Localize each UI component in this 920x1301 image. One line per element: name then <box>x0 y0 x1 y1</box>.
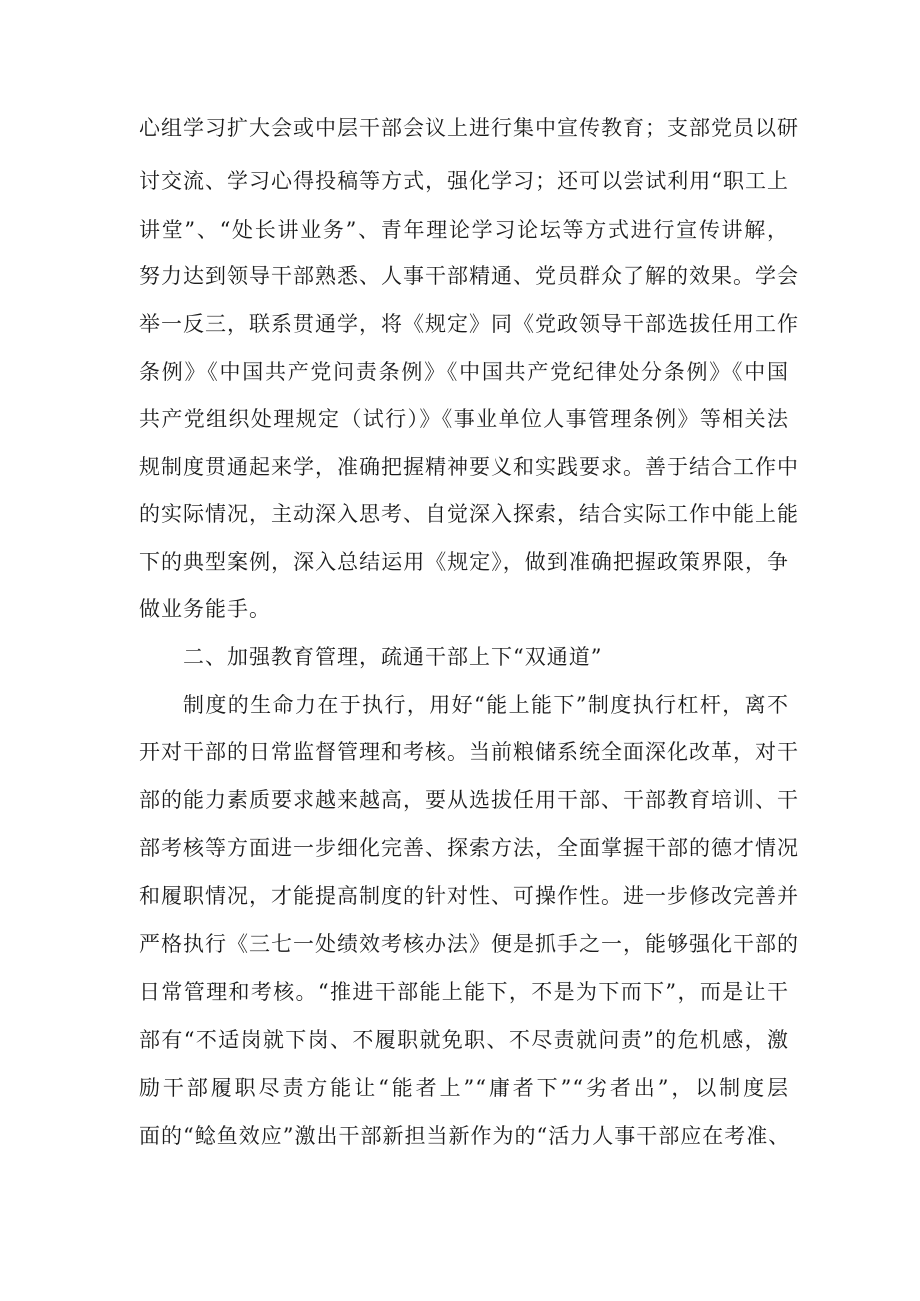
paragraph-line: 共产党组织处理规定（试行）》《事业单位人事管理条例》等相关法 <box>139 407 789 431</box>
paragraph-line: 制度的生命力在于执行，用好“能上能下”制度执行杠杆，离不 <box>183 693 789 717</box>
paragraph-line: 规制度贯通起来学，准确把握精神要义和实践要求。善于结合工作中 <box>139 455 799 479</box>
paragraph-line: 励干部履职尽责方能让“能者上”“庸者下”“劣者出”，以制度层 <box>139 1076 789 1100</box>
paragraph-line: 部有“不适岗就下岗、不履职就免职、不尽责就问责”的危机感，激 <box>139 1028 789 1052</box>
paragraph-line: 举一反三，联系贯通学，将《规定》同《党政领导干部选拔任用工作 <box>139 312 799 336</box>
paragraph-line: 和履职情况，才能提高制度的针对性、可操作性。进一步修改完善并 <box>139 884 799 908</box>
paragraph-line: 开对干部的日常监督管理和考核。当前粮储系统全面深化改革，对干 <box>139 740 799 764</box>
paragraph-line: 下的典型案例，深入总结运用《规定》，做到准确把握政策界限，争 <box>139 550 789 574</box>
paragraph-line: 讨交流、学习心得投稿等方式，强化学习；还可以尝试利用“职工上 <box>139 169 789 193</box>
paragraph-line: 努力达到领导干部熟悉、人事干部精通、党员群众了解的效果。学会 <box>139 264 799 288</box>
section-heading: 二、加强教育管理，疏通干部上下“双通道” <box>183 645 603 669</box>
paragraph-line: 的实际情况，主动深入思考、自觉深入探索，结合实际工作中能上能 <box>139 502 799 526</box>
paragraph-line: 日常管理和考核。“推进干部能上能下，不是为下而下”，而是让干 <box>139 980 789 1004</box>
paragraph-line: 做业务能手。 <box>139 597 271 621</box>
paragraph-line: 条例》《中国共产党问责条例》《中国共产党纪律处分条例》《中国 <box>139 360 789 384</box>
paragraph-line: 讲堂”、“处长讲业务”、青年理论学习论坛等方式进行宣传讲解， <box>139 218 789 242</box>
paragraph-line: 严格执行《三七一处绩效考核办法》便是抓手之一，能够强化干部的 <box>139 932 799 956</box>
paragraph-line: 面的“鲶鱼效应”激出干部新担当新作为的“活力人事干部应在考准、 <box>139 1124 791 1148</box>
paragraph-line: 部考核等方面进一步细化完善、探索方法，全面掌握干部的德才情况 <box>139 836 799 860</box>
paragraph-line: 心组学习扩大会或中层干部会议上进行集中宣传教育；支部党员以研 <box>139 116 799 140</box>
paragraph-line: 部的能力素质要求越来越高，要从选拔任用干部、干部教育培训、干 <box>139 788 799 812</box>
